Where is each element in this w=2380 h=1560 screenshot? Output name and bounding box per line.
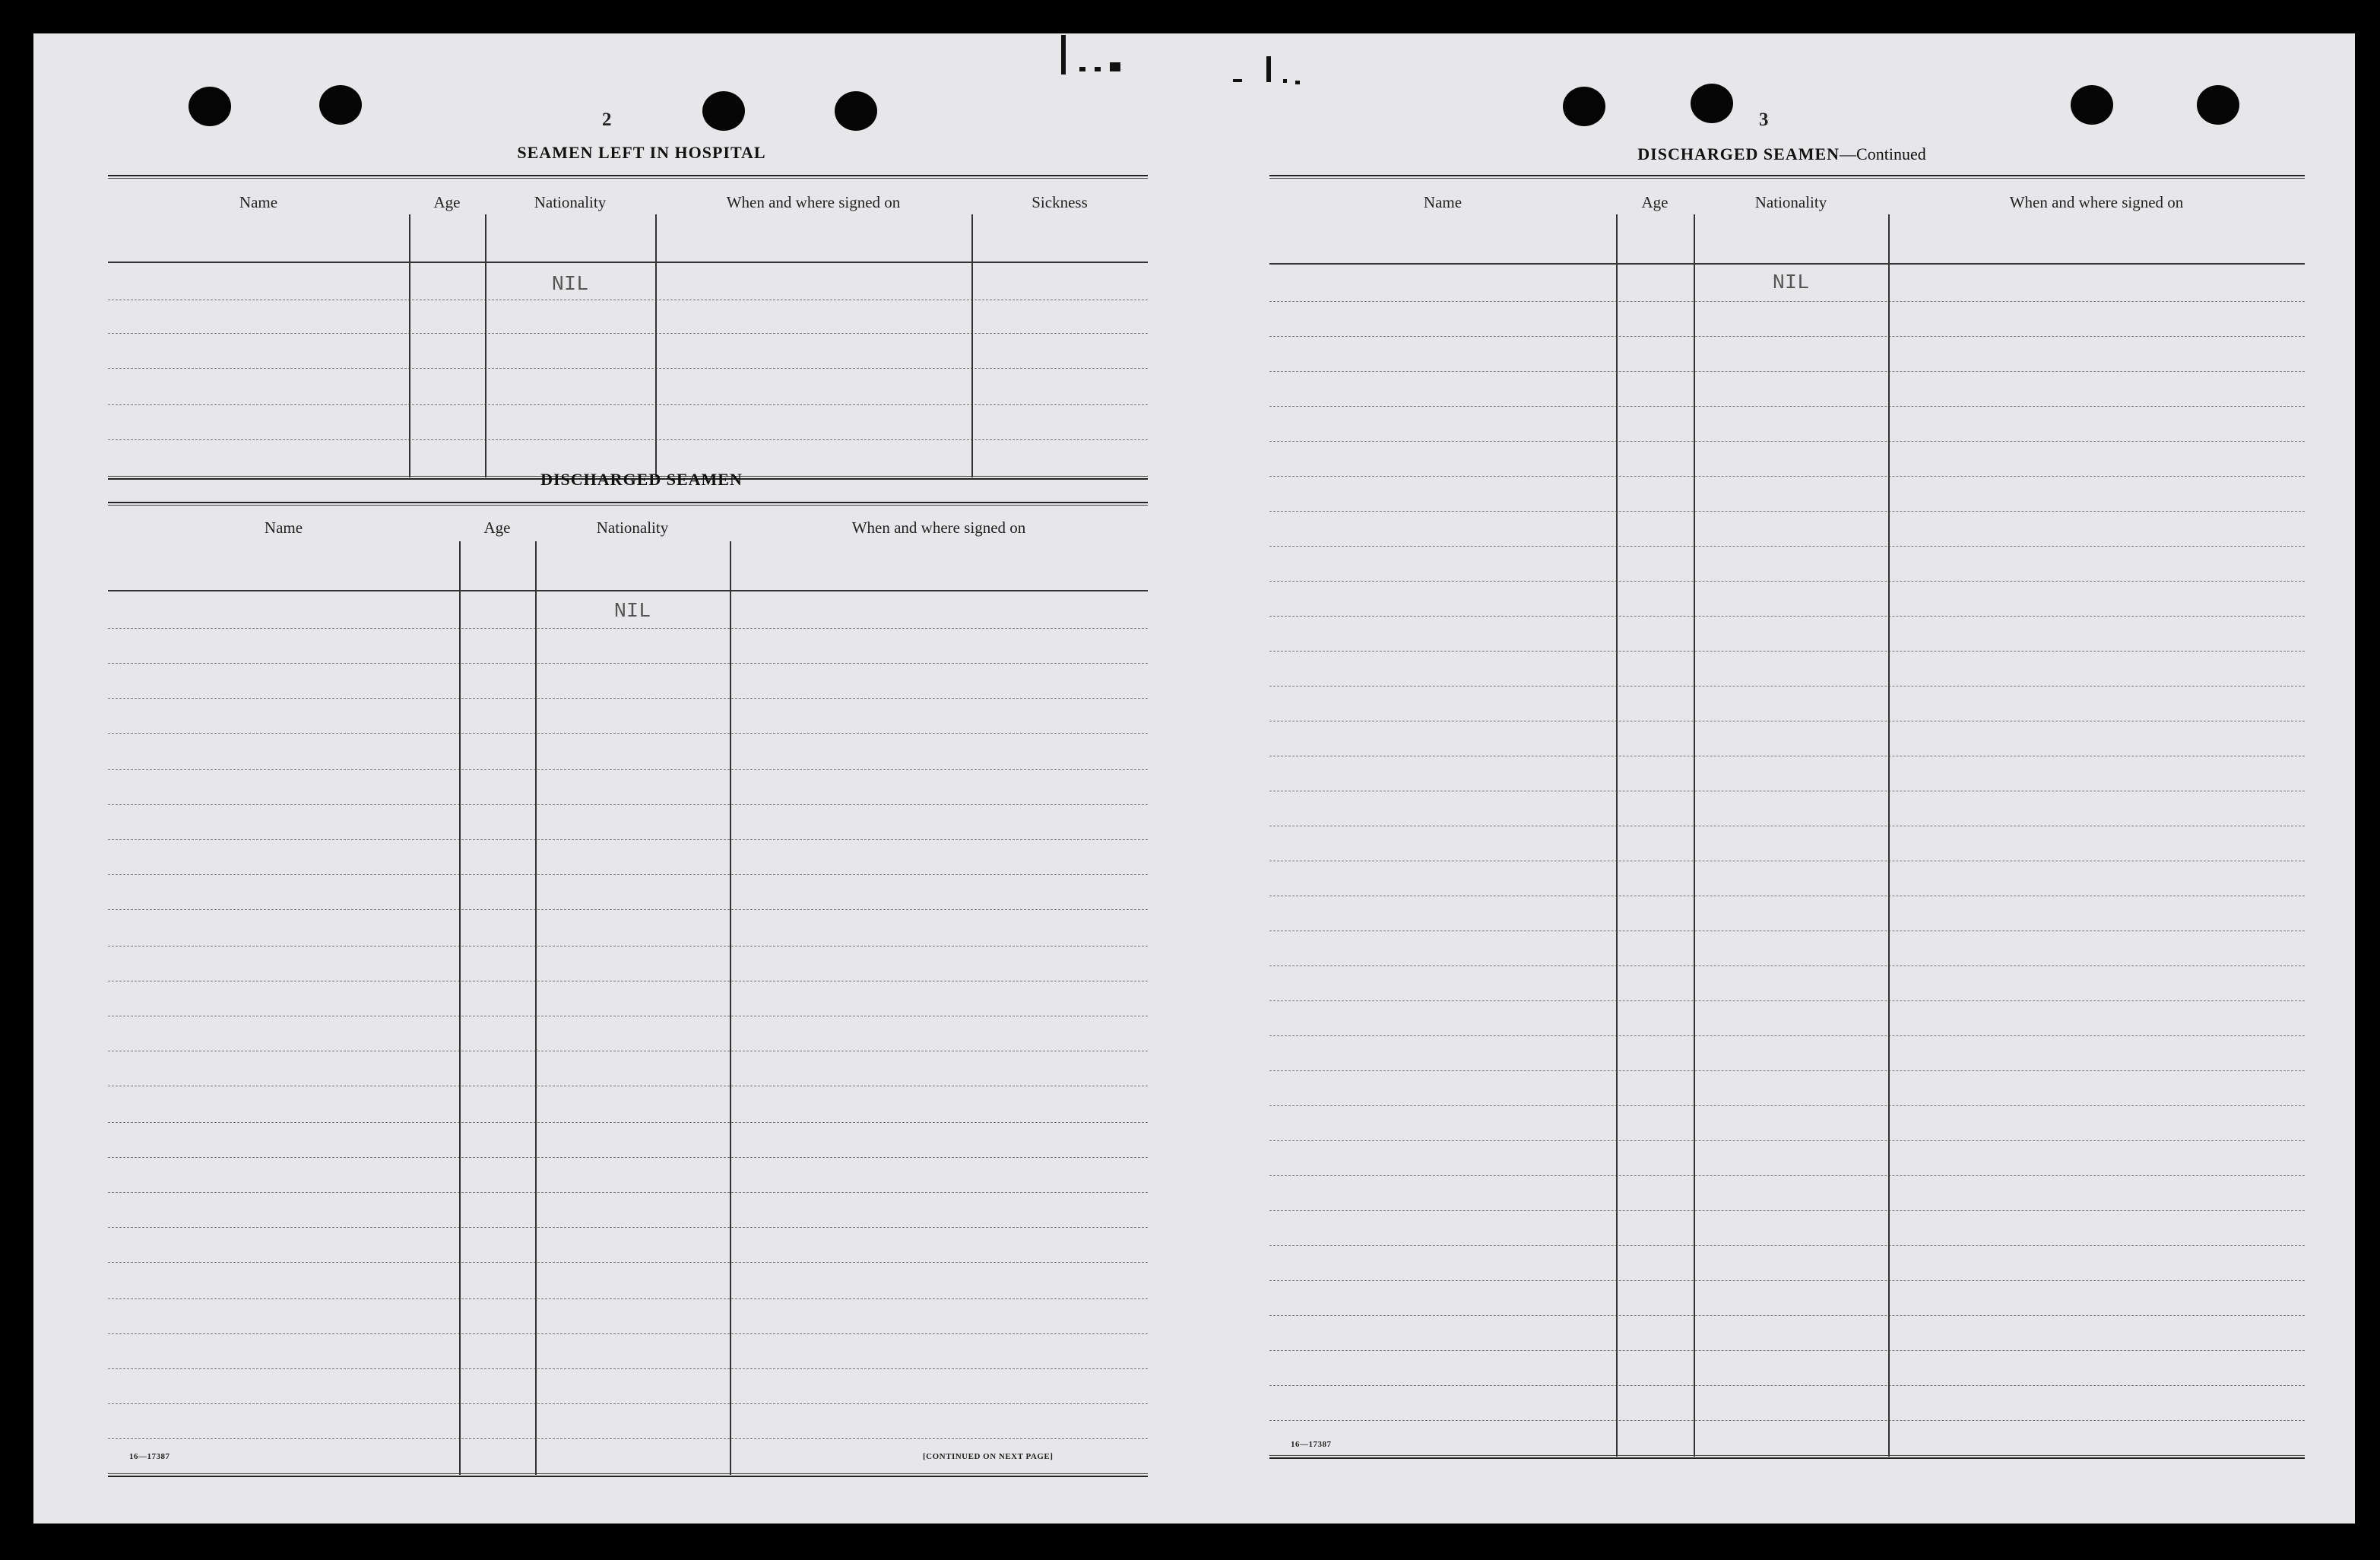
binder-hole (835, 91, 877, 131)
binder-hole (1691, 84, 1733, 123)
binder-hole (189, 87, 231, 126)
discharged-table (108, 502, 1148, 1489)
column-header-signed-on: When and where signed on (2009, 193, 2184, 211)
column-header-signed-on: When and where signed on (851, 518, 1026, 537)
section-title: SEAMEN LEFT IN HOSPITAL (517, 143, 766, 162)
page-number: 3 (1759, 109, 1769, 130)
column-header-signed-on: When and where signed on (726, 193, 901, 211)
nationality-entry: NIL (551, 274, 589, 296)
section-title-main: DISCHARGED SEAMEN (1637, 144, 1840, 163)
section-title: DISCHARGED SEAMEN (540, 470, 743, 489)
discharged-continued-table (1269, 175, 2305, 1467)
binder-hole (2197, 85, 2239, 125)
binder-hole (2071, 85, 2113, 125)
binder-hole (319, 85, 362, 125)
continued-note: [CONTINUED ON NEXT PAGE] (923, 1452, 1054, 1461)
column-header-name: Name (264, 518, 303, 537)
binder-hole (702, 91, 745, 131)
column-header-nationality: Nationality (1754, 193, 1827, 211)
hospital-table (108, 175, 1148, 487)
document-sheet (33, 33, 2355, 1524)
column-header-age: Age (483, 518, 511, 537)
nationality-entry: NIL (1772, 272, 1810, 295)
column-header-nationality: Nationality (596, 518, 669, 537)
nationality-entry: NIL (613, 601, 651, 623)
page-number: 2 (602, 109, 612, 130)
section-title-suffix: —Continued (1840, 144, 1926, 163)
column-header-age: Age (1641, 193, 1669, 211)
column-header-name: Name (239, 193, 278, 211)
column-header-sickness: Sickness (1032, 193, 1088, 211)
column-header-age: Age (433, 193, 461, 211)
column-header-nationality: Nationality (534, 193, 607, 211)
form-number: 16—17387 (1291, 1440, 1332, 1449)
column-header-name: Name (1423, 193, 1463, 211)
binder-hole (1563, 87, 1605, 126)
form-number: 16—17387 (129, 1452, 170, 1461)
section-title (1478, 144, 2086, 164)
